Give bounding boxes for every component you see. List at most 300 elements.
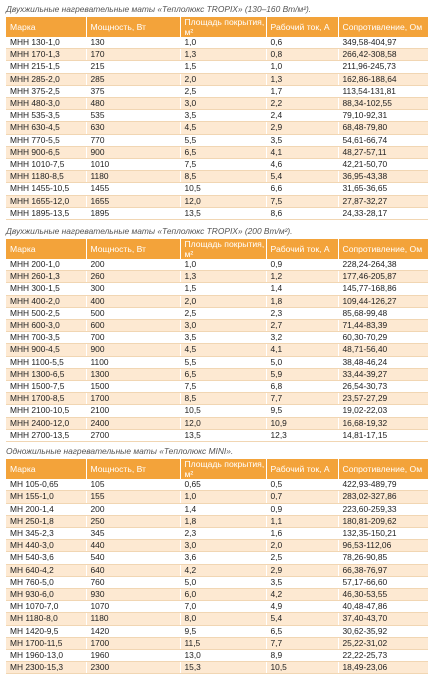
- cell-brand: МН 440-3,0: [6, 540, 86, 552]
- cell-area: 8,5: [180, 393, 266, 405]
- cell-brand: МН 250-1,8: [6, 515, 86, 527]
- cell-brand: МН 1180-8,0: [6, 613, 86, 625]
- cell-power: 1100: [86, 356, 180, 368]
- cell-power: 1180: [86, 171, 180, 183]
- cell-brand: МНН 200-1,0: [6, 259, 86, 271]
- cell-area: 7,0: [180, 601, 266, 613]
- cell-area: 5,5: [180, 356, 266, 368]
- cell-power: 1960: [86, 649, 180, 661]
- header-area: Площадь покрытия, м²: [180, 17, 266, 37]
- table-row: [6, 601, 428, 613]
- header-brand: Марка: [6, 459, 86, 479]
- cell-current: 5,9: [266, 368, 338, 380]
- table-row: [6, 540, 428, 552]
- table-row: [6, 637, 428, 649]
- table-row: [6, 110, 428, 122]
- header-power: Мощность, Вт: [86, 17, 180, 37]
- cell-current: 1,2: [266, 271, 338, 283]
- cell-area: 3,6: [180, 552, 266, 564]
- cell-resistance: 88,34-102,55: [338, 98, 428, 110]
- cell-area: 7,5: [180, 159, 266, 171]
- spec-table-3: [6, 459, 428, 674]
- cell-current: 6,6: [266, 183, 338, 195]
- cell-power: 215: [86, 61, 180, 73]
- cell-area: 6,5: [180, 146, 266, 158]
- table-row: [6, 183, 428, 195]
- cell-power: 285: [86, 73, 180, 85]
- cell-area: 7,5: [180, 381, 266, 393]
- cell-brand: МНН 1895-13,5: [6, 207, 86, 219]
- cell-brand: МНН 375-2,5: [6, 85, 86, 97]
- cell-resistance: 113,54-131,81: [338, 85, 428, 97]
- cell-power: 1070: [86, 601, 180, 613]
- cell-current: 2,7: [266, 320, 338, 332]
- cell-current: 0,9: [266, 259, 338, 271]
- cell-power: 535: [86, 110, 180, 122]
- cell-current: 0,5: [266, 479, 338, 491]
- cell-resistance: 96,53-112,06: [338, 540, 428, 552]
- header-resistance: Сопротивление, Ом: [338, 17, 428, 37]
- cell-power: 170: [86, 49, 180, 61]
- cell-brand: МН 345-2,3: [6, 527, 86, 539]
- cell-area: 4,2: [180, 564, 266, 576]
- cell-resistance: 85,68-99,48: [338, 307, 428, 319]
- table-row: [6, 564, 428, 576]
- cell-area: 4,5: [180, 344, 266, 356]
- cell-current: 4,9: [266, 601, 338, 613]
- cell-brand: МН 540-3,6: [6, 552, 86, 564]
- cell-current: 7,5: [266, 195, 338, 207]
- table-row: [6, 515, 428, 527]
- cell-area: 1,3: [180, 49, 266, 61]
- cell-power: 200: [86, 259, 180, 271]
- table-row: [6, 171, 428, 183]
- cell-area: 10,5: [180, 405, 266, 417]
- cell-current: 8,6: [266, 207, 338, 219]
- cell-area: 5,0: [180, 576, 266, 588]
- cell-brand: МНН 1500-7,5: [6, 381, 86, 393]
- spec-table-2: [6, 239, 428, 442]
- cell-brand: МН 105-0,65: [6, 479, 86, 491]
- cell-resistance: 18,49-23,06: [338, 662, 428, 674]
- cell-resistance: 177,46-205,87: [338, 271, 428, 283]
- cell-brand: МНН 600-3,0: [6, 320, 86, 332]
- cell-brand: МН 760-5,0: [6, 576, 86, 588]
- cell-brand: МНН 285-2,0: [6, 73, 86, 85]
- cell-current: 4,6: [266, 159, 338, 171]
- table-row: [6, 576, 428, 588]
- cell-resistance: 266,42-308,58: [338, 49, 428, 61]
- cell-area: 0,65: [180, 479, 266, 491]
- header-area: Площадь покрытия, м²: [180, 459, 266, 479]
- cell-resistance: 23,57-27,29: [338, 393, 428, 405]
- cell-current: 7,7: [266, 393, 338, 405]
- cell-resistance: 38,48-46,24: [338, 356, 428, 368]
- cell-brand: МНН 1455-10,5: [6, 183, 86, 195]
- cell-area: 12,0: [180, 417, 266, 429]
- cell-power: 1010: [86, 159, 180, 171]
- cell-current: 3,5: [266, 134, 338, 146]
- cell-current: 6,5: [266, 625, 338, 637]
- table-row: [6, 332, 428, 344]
- cell-power: 770: [86, 134, 180, 146]
- cell-resistance: 422,93-489,79: [338, 479, 428, 491]
- cell-current: 1,7: [266, 85, 338, 97]
- cell-resistance: 27,87-32,27: [338, 195, 428, 207]
- table-row: [6, 393, 428, 405]
- cell-power: 1180: [86, 613, 180, 625]
- cell-current: 12,3: [266, 429, 338, 441]
- cell-resistance: 42,21-50,70: [338, 159, 428, 171]
- cell-current: 0,8: [266, 49, 338, 61]
- table-row: [6, 527, 428, 539]
- cell-resistance: 48,71-56,40: [338, 344, 428, 356]
- cell-current: 6,8: [266, 381, 338, 393]
- cell-brand: МН 640-4,2: [6, 564, 86, 576]
- header-power: Мощность, Вт: [86, 239, 180, 259]
- cell-resistance: 19,02-22,03: [338, 405, 428, 417]
- cell-brand: МНН 1010-7,5: [6, 159, 86, 171]
- cell-power: 540: [86, 552, 180, 564]
- cell-resistance: 14,81-17,15: [338, 429, 428, 441]
- cell-current: 3,5: [266, 576, 338, 588]
- cell-power: 1420: [86, 625, 180, 637]
- cell-power: 1655: [86, 195, 180, 207]
- cell-current: 2,4: [266, 110, 338, 122]
- cell-current: 0,9: [266, 503, 338, 515]
- cell-resistance: 37,40-43,70: [338, 613, 428, 625]
- cell-resistance: 162,86-188,64: [338, 73, 428, 85]
- cell-current: 4,1: [266, 146, 338, 158]
- cell-power: 630: [86, 122, 180, 134]
- cell-area: 1,3: [180, 271, 266, 283]
- cell-brand: МН 1700-11,5: [6, 637, 86, 649]
- table-row: [6, 259, 428, 271]
- cell-current: 5,4: [266, 613, 338, 625]
- cell-power: 400: [86, 295, 180, 307]
- table-row: [6, 159, 428, 171]
- table-row: [6, 73, 428, 85]
- cell-brand: МНН 500-2,5: [6, 307, 86, 319]
- cell-power: 1455: [86, 183, 180, 195]
- cell-resistance: 30,62-35,92: [338, 625, 428, 637]
- cell-power: 480: [86, 98, 180, 110]
- cell-current: 5,4: [266, 171, 338, 183]
- table-caption-1: Двухжильные нагревательные маты «Теплолюкс TROPIX» (130–160 Вт/м²).: [6, 4, 312, 14]
- table-row: [6, 195, 428, 207]
- cell-area: 2,3: [180, 527, 266, 539]
- cell-brand: МНН 2700-13,5: [6, 429, 86, 441]
- cell-power: 640: [86, 564, 180, 576]
- cell-brand: МНН 1300-6,5: [6, 368, 86, 380]
- cell-area: 1,5: [180, 61, 266, 73]
- header-current: Рабочий ток, А: [266, 239, 338, 259]
- table-header-row: [6, 459, 428, 479]
- cell-brand: МНН 2400-12,0: [6, 417, 86, 429]
- cell-resistance: 180,81-209,62: [338, 515, 428, 527]
- cell-current: 2,9: [266, 564, 338, 576]
- cell-resistance: 54,61-66,74: [338, 134, 428, 146]
- cell-brand: МНН 2100-10,5: [6, 405, 86, 417]
- header-brand: Марка: [6, 239, 86, 259]
- table-row: [6, 146, 428, 158]
- header-area: Площадь покрытия, м²: [180, 239, 266, 259]
- cell-current: 4,1: [266, 344, 338, 356]
- cell-power: 1500: [86, 381, 180, 393]
- cell-current: 1,8: [266, 295, 338, 307]
- cell-resistance: 228,24-264,38: [338, 259, 428, 271]
- cell-current: 4,2: [266, 588, 338, 600]
- cell-brand: МН 200-1,4: [6, 503, 86, 515]
- cell-resistance: 25,22-31,02: [338, 637, 428, 649]
- cell-current: 1,0: [266, 61, 338, 73]
- cell-resistance: 68,48-79,80: [338, 122, 428, 134]
- cell-current: 2,3: [266, 307, 338, 319]
- cell-area: 1,8: [180, 515, 266, 527]
- table-caption-2: Двухжильные нагревательные маты «Теплолюкс TROPIX» (200 Вт/м²).: [6, 226, 293, 237]
- cell-area: 3,0: [180, 540, 266, 552]
- cell-area: 1,0: [180, 37, 266, 49]
- cell-area: 6,5: [180, 368, 266, 380]
- table-header-row: [6, 239, 428, 259]
- cell-current: 1,3: [266, 73, 338, 85]
- header-current: Рабочий ток, А: [266, 459, 338, 479]
- cell-resistance: 349,58-404,97: [338, 37, 428, 49]
- cell-area: 4,5: [180, 122, 266, 134]
- cell-resistance: 36,95-43,38: [338, 171, 428, 183]
- table-caption-3: Одножильные нагревательные маты «Теплолюкс MINI».: [6, 446, 234, 457]
- table-row: [6, 491, 428, 503]
- cell-area: 10,5: [180, 183, 266, 195]
- cell-brand: МНН 770-5,5: [6, 134, 86, 146]
- cell-power: 440: [86, 540, 180, 552]
- cell-current: 10,9: [266, 417, 338, 429]
- cell-current: 1,4: [266, 283, 338, 295]
- cell-area: 1,5: [180, 283, 266, 295]
- header-resistance: Сопротивление, Ом: [338, 459, 428, 479]
- cell-resistance: 24,33-28,17: [338, 207, 428, 219]
- cell-power: 260: [86, 271, 180, 283]
- cell-brand: МН 2300-15,3: [6, 662, 86, 674]
- table-row: [6, 49, 428, 61]
- cell-resistance: 60,30-70,29: [338, 332, 428, 344]
- cell-power: 2400: [86, 417, 180, 429]
- table-body: [6, 259, 428, 442]
- cell-area: 15,3: [180, 662, 266, 674]
- cell-power: 105: [86, 479, 180, 491]
- cell-current: 1,6: [266, 527, 338, 539]
- cell-power: 700: [86, 332, 180, 344]
- cell-power: 375: [86, 85, 180, 97]
- table-row: [6, 344, 428, 356]
- cell-brand: МНН 1655-12,0: [6, 195, 86, 207]
- cell-brand: МНН 700-3,5: [6, 332, 86, 344]
- table-body: [6, 479, 428, 674]
- header-current: Рабочий ток, А: [266, 17, 338, 37]
- cell-resistance: 78,26-90,85: [338, 552, 428, 564]
- cell-power: 2100: [86, 405, 180, 417]
- header-resistance: Сопротивление, Ом: [338, 239, 428, 259]
- cell-area: 9,5: [180, 625, 266, 637]
- cell-brand: МНН 1180-8,5: [6, 171, 86, 183]
- cell-resistance: 16,68-19,32: [338, 417, 428, 429]
- cell-area: 3,0: [180, 98, 266, 110]
- table-row: [6, 134, 428, 146]
- cell-power: 900: [86, 146, 180, 158]
- cell-brand: МНН 130-1,0: [6, 37, 86, 49]
- cell-brand: МН 155-1,0: [6, 491, 86, 503]
- cell-power: 200: [86, 503, 180, 515]
- cell-power: 2300: [86, 662, 180, 674]
- table-row: [6, 368, 428, 380]
- cell-area: 2,0: [180, 295, 266, 307]
- cell-power: 1300: [86, 368, 180, 380]
- cell-area: 1,0: [180, 259, 266, 271]
- table-row: [6, 356, 428, 368]
- cell-area: 3,0: [180, 320, 266, 332]
- cell-brand: МНН 260-1,3: [6, 271, 86, 283]
- cell-power: 900: [86, 344, 180, 356]
- cell-resistance: 283,02-327,86: [338, 491, 428, 503]
- cell-brand: МНН 215-1,5: [6, 61, 86, 73]
- cell-brand: МНН 630-4,5: [6, 122, 86, 134]
- cell-resistance: 33,44-39,27: [338, 368, 428, 380]
- cell-resistance: 40,48-47,86: [338, 601, 428, 613]
- header-power: Мощность, Вт: [86, 459, 180, 479]
- cell-power: 130: [86, 37, 180, 49]
- cell-current: 2,5: [266, 552, 338, 564]
- cell-resistance: 22,22-25,73: [338, 649, 428, 661]
- cell-power: 1700: [86, 393, 180, 405]
- table-row: [6, 405, 428, 417]
- cell-brand: МНН 300-1,5: [6, 283, 86, 295]
- cell-area: 11,5: [180, 637, 266, 649]
- cell-brand: МНН 900-6,5: [6, 146, 86, 158]
- table-row: [6, 429, 428, 441]
- cell-brand: МНН 400-2,0: [6, 295, 86, 307]
- cell-brand: МНН 900-4,5: [6, 344, 86, 356]
- cell-resistance: 48,27-57,11: [338, 146, 428, 158]
- cell-area: 13,5: [180, 207, 266, 219]
- cell-resistance: 109,44-126,27: [338, 295, 428, 307]
- cell-brand: МНН 480-3,0: [6, 98, 86, 110]
- cell-area: 12,0: [180, 195, 266, 207]
- cell-current: 5,0: [266, 356, 338, 368]
- table-row: [6, 61, 428, 73]
- cell-area: 2,5: [180, 85, 266, 97]
- cell-power: 760: [86, 576, 180, 588]
- cell-brand: МН 1960-13,0: [6, 649, 86, 661]
- table-header-row: [6, 17, 428, 37]
- cell-resistance: 211,96-245,73: [338, 61, 428, 73]
- cell-power: 1700: [86, 637, 180, 649]
- cell-resistance: 31,65-36,65: [338, 183, 428, 195]
- cell-power: 2700: [86, 429, 180, 441]
- table-body: [6, 37, 428, 220]
- cell-current: 9,5: [266, 405, 338, 417]
- spec-table-1: [6, 17, 428, 220]
- table-row: [6, 503, 428, 515]
- cell-current: 2,9: [266, 122, 338, 134]
- cell-area: 3,5: [180, 110, 266, 122]
- cell-area: 6,0: [180, 588, 266, 600]
- cell-area: 1,4: [180, 503, 266, 515]
- table-row: [6, 625, 428, 637]
- cell-power: 500: [86, 307, 180, 319]
- cell-area: 8,0: [180, 613, 266, 625]
- cell-area: 13,0: [180, 649, 266, 661]
- cell-power: 250: [86, 515, 180, 527]
- cell-current: 7,7: [266, 637, 338, 649]
- table-row: [6, 283, 428, 295]
- table-row: [6, 271, 428, 283]
- table-row: [6, 662, 428, 674]
- cell-current: 10,5: [266, 662, 338, 674]
- table-row: [6, 588, 428, 600]
- cell-resistance: 26,54-30,73: [338, 381, 428, 393]
- table-row: [6, 479, 428, 491]
- cell-resistance: 57,17-66,60: [338, 576, 428, 588]
- header-brand: Марка: [6, 17, 86, 37]
- cell-resistance: 132,35-150,21: [338, 527, 428, 539]
- cell-power: 345: [86, 527, 180, 539]
- cell-area: 5,5: [180, 134, 266, 146]
- table-row: [6, 207, 428, 219]
- cell-resistance: 223,60-259,33: [338, 503, 428, 515]
- cell-resistance: 66,38-76,97: [338, 564, 428, 576]
- cell-resistance: 145,77-168,86: [338, 283, 428, 295]
- cell-brand: МНН 170-1,3: [6, 49, 86, 61]
- table-row: [6, 85, 428, 97]
- table-row: [6, 37, 428, 49]
- cell-current: 8,9: [266, 649, 338, 661]
- cell-area: 2,0: [180, 73, 266, 85]
- cell-current: 1,1: [266, 515, 338, 527]
- cell-current: 2,2: [266, 98, 338, 110]
- cell-power: 300: [86, 283, 180, 295]
- cell-resistance: 46,30-53,55: [338, 588, 428, 600]
- table-row: [6, 381, 428, 393]
- cell-current: 0,6: [266, 37, 338, 49]
- cell-power: 600: [86, 320, 180, 332]
- table-row: [6, 320, 428, 332]
- table-row: [6, 417, 428, 429]
- cell-resistance: 71,44-83,39: [338, 320, 428, 332]
- cell-current: 3,2: [266, 332, 338, 344]
- cell-current: 0,7: [266, 491, 338, 503]
- cell-brand: МН 1070-7,0: [6, 601, 86, 613]
- cell-area: 8,5: [180, 171, 266, 183]
- cell-power: 155: [86, 491, 180, 503]
- table-row: [6, 122, 428, 134]
- table-row: [6, 295, 428, 307]
- cell-area: 3,5: [180, 332, 266, 344]
- table-row: [6, 649, 428, 661]
- cell-brand: МН 1420-9,5: [6, 625, 86, 637]
- table-row: [6, 98, 428, 110]
- cell-power: 1895: [86, 207, 180, 219]
- cell-brand: МНН 535-3,5: [6, 110, 86, 122]
- cell-power: 930: [86, 588, 180, 600]
- cell-area: 13,5: [180, 429, 266, 441]
- cell-current: 2,0: [266, 540, 338, 552]
- cell-brand: МН 930-6,0: [6, 588, 86, 600]
- cell-area: 2,5: [180, 307, 266, 319]
- cell-brand: МНН 1700-8,5: [6, 393, 86, 405]
- cell-area: 1,0: [180, 491, 266, 503]
- table-row: [6, 307, 428, 319]
- cell-resistance: 79,10-92,31: [338, 110, 428, 122]
